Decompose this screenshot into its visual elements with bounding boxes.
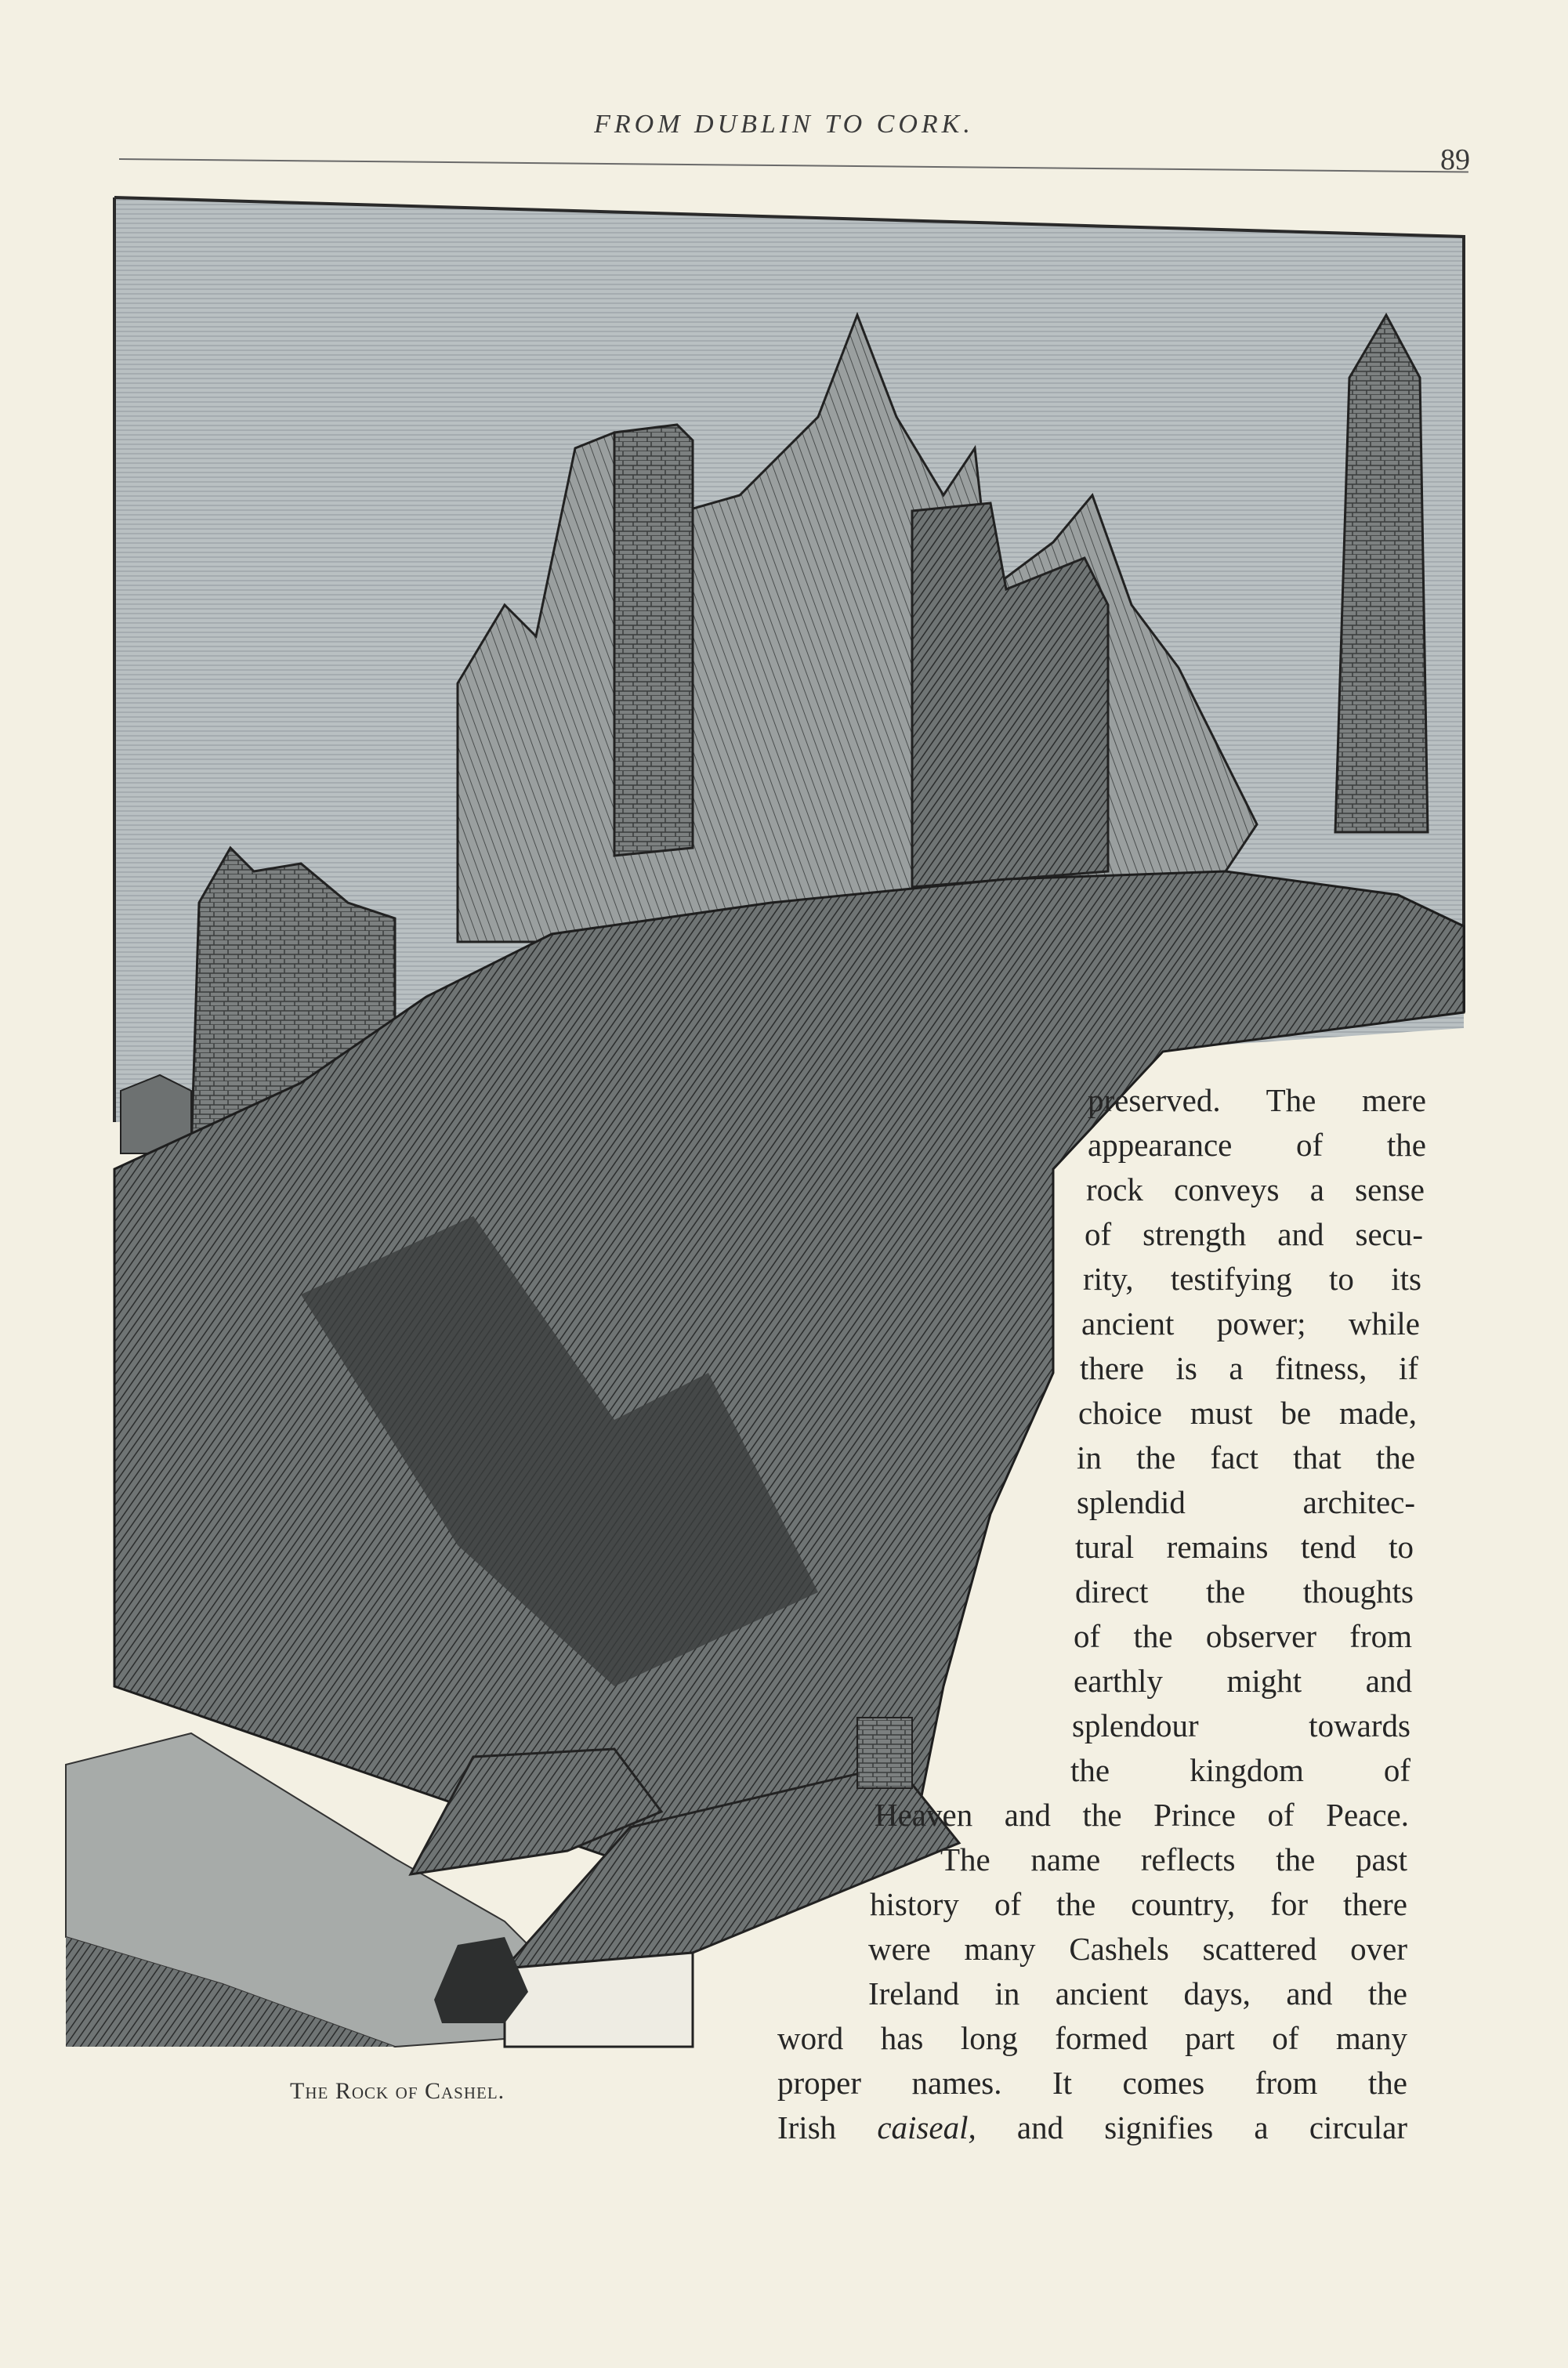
text-line-20: were many Cashels scattered over bbox=[868, 1931, 1407, 1967]
text-line-18: The name reflects the past bbox=[940, 1841, 1407, 1877]
text-line-24-rest: and signifies a circular bbox=[1016, 2109, 1407, 2145]
text-line-2: appearance of the bbox=[1088, 1127, 1426, 1163]
round-tower bbox=[1335, 315, 1428, 832]
text-line-6: ancient power; while bbox=[1081, 1305, 1420, 1342]
page-number: 89 bbox=[1440, 143, 1470, 176]
text-line-9: in the fact that the bbox=[1077, 1439, 1415, 1475]
text-line-7: there is a fitness, if bbox=[1080, 1350, 1418, 1386]
text-line-16: the kingdom of bbox=[1070, 1752, 1410, 1788]
text-line-3: rock conveys a sense bbox=[1086, 1171, 1425, 1208]
text-line-13: of the observer from bbox=[1074, 1618, 1412, 1654]
text-line-8: choice must be made, bbox=[1078, 1395, 1417, 1431]
text-line-1: preserved. The mere bbox=[1088, 1082, 1426, 1118]
text-line-22: word has long formed part of many bbox=[777, 2020, 1407, 2056]
text-line-12: direct the thoughts bbox=[1075, 1573, 1414, 1609]
main-tower bbox=[614, 425, 693, 856]
text-line-23: proper names. It comes from the bbox=[777, 2065, 1407, 2101]
cottage-row-wall bbox=[505, 1953, 693, 2047]
text-line-4: of strength and secu- bbox=[1085, 1216, 1423, 1252]
text-line-24 bbox=[777, 2109, 1407, 2146]
running-head: FROM DUBLIN TO CORK. bbox=[594, 110, 974, 139]
text-word-caiseal: caiseal, bbox=[877, 2109, 976, 2145]
text-word-irish: Irish bbox=[777, 2109, 837, 2145]
text-line-5: rity, testifying to its bbox=[1083, 1261, 1421, 1297]
illustration-caption: The Rock of Cashel. bbox=[290, 2078, 505, 2104]
text-line-15: splendour towards bbox=[1072, 1707, 1410, 1743]
chimney bbox=[857, 1718, 912, 1788]
text-line-10: splendid architec- bbox=[1077, 1484, 1415, 1520]
text-line-17: Heaven and the Prince of Peace. bbox=[875, 1797, 1409, 1833]
header-rule bbox=[119, 158, 1468, 173]
text-line-21: Ireland in ancient days, and the bbox=[868, 1975, 1407, 2011]
text-line-14: earthly might and bbox=[1074, 1663, 1412, 1699]
text-line-11: tural remains tend to bbox=[1075, 1529, 1414, 1565]
text-line-19: history of the country, for there bbox=[870, 1886, 1407, 1922]
